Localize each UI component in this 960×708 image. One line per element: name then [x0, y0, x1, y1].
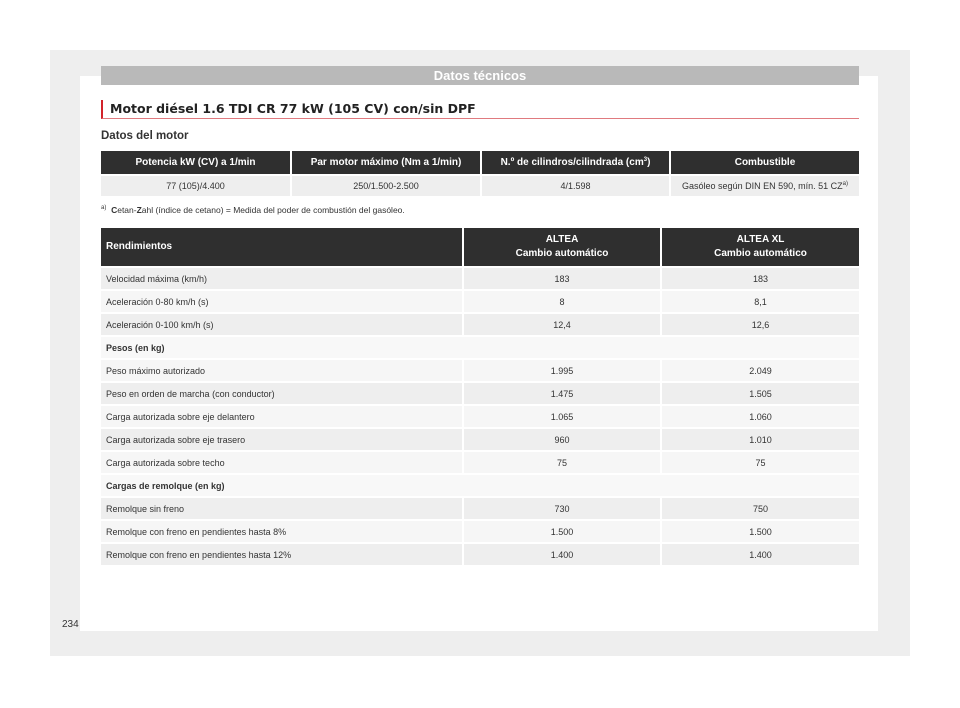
table-row — [101, 382, 859, 405]
cell-altea: 1.500 — [463, 520, 661, 543]
cell-altea: 1.475 — [463, 382, 661, 405]
group-row — [101, 336, 859, 359]
cell-altea-xl: 8,1 — [661, 290, 859, 313]
col-header-cylinders — [481, 151, 670, 175]
row-label: Aceleración 0-100 km/h (s) — [101, 313, 463, 336]
footnote — [101, 205, 405, 215]
cell-altea-xl: 1.010 — [661, 428, 859, 451]
table-row — [101, 175, 859, 196]
row-label: Carga autorizada sobre eje trasero — [101, 428, 463, 451]
footnote-text-rest: ahl (índice de cetano) = Medida del poder de combustión del gasóleo. — [141, 205, 405, 215]
col-header-power: Potencia kW (CV) a 1/min — [101, 151, 291, 175]
footnote-text-etan: etan- — [117, 205, 137, 215]
col-header-altea — [463, 228, 661, 267]
cell-altea: 183 — [463, 267, 661, 290]
cell-altea: 1.065 — [463, 405, 661, 428]
col-header-fuel: Combustible — [670, 151, 859, 175]
table-row — [101, 428, 859, 451]
performance-table-body — [101, 267, 859, 565]
cell-altea-xl: 1.060 — [661, 405, 859, 428]
cell-altea-xl: 1.505 — [661, 382, 859, 405]
cell-cylinders: 4/1.598 — [481, 175, 670, 196]
cell-torque: 250/1.500-2.500 — [291, 175, 481, 196]
footnote-marker: a) — [101, 205, 107, 211]
row-label: Carga autorizada sobre eje delantero — [101, 405, 463, 428]
header-band: Datos técnicos — [101, 66, 859, 85]
cell-altea-xl: 2.049 — [661, 359, 859, 382]
footnote-bold-z: Z — [136, 205, 142, 215]
cell-altea-xl: 183 — [661, 267, 859, 290]
col-header-cylinders-text: N.º de cilindros/cilindrada (cm — [500, 157, 644, 168]
col-header-cylinders-close: ) — [647, 157, 651, 168]
row-label: Aceleración 0-80 km/h (s) — [101, 290, 463, 313]
group-row — [101, 474, 859, 497]
group-label: Cargas de remolque (en kg) — [101, 474, 859, 497]
col-header-performance: Rendimientos — [101, 228, 463, 267]
superscript: 3 — [643, 157, 648, 163]
group-label: Pesos (en kg) — [101, 336, 859, 359]
footnote-bold-c: C — [111, 205, 118, 215]
cell-power: 77 (105)/4.400 — [101, 175, 291, 196]
row-label: Velocidad máxima (km/h) — [101, 267, 463, 290]
table-row — [101, 520, 859, 543]
table-row — [101, 543, 859, 565]
cell-altea: 730 — [463, 497, 661, 520]
engine-data-table — [101, 151, 859, 196]
table-header-row — [101, 228, 859, 267]
table-row — [101, 290, 859, 313]
cell-fuel-text: Gasóleo según DIN EN 590, mín. 51 CZ — [682, 181, 843, 191]
footnote-ref: a) — [842, 181, 848, 187]
subsection-title: Datos del motor — [101, 130, 189, 142]
cell-altea: 1.995 — [463, 359, 661, 382]
cell-altea: 1.400 — [463, 543, 661, 565]
cell-altea-xl: 75 — [661, 451, 859, 474]
col-header-torque: Par motor máximo (Nm a 1/min) — [291, 151, 481, 175]
table-row — [101, 497, 859, 520]
table-row — [101, 405, 859, 428]
row-label: Peso máximo autorizado — [101, 359, 463, 382]
col-header-altea-line2: Cambio automático — [515, 248, 609, 259]
cell-altea: 8 — [463, 290, 661, 313]
row-label: Peso en orden de marcha (con conductor) — [101, 382, 463, 405]
cell-altea-xl: 1.500 — [661, 520, 859, 543]
col-header-altea-line1: ALTEA — [545, 234, 579, 245]
table-row — [101, 451, 859, 474]
row-label: Remolque sin freno — [101, 497, 463, 520]
table-row — [101, 267, 859, 290]
section-title: Motor diésel 1.6 TDI CR 77 kW (105 CV) con/sin DPF — [101, 100, 859, 119]
cell-altea: 75 — [463, 451, 661, 474]
cell-altea: 12,4 — [463, 313, 661, 336]
table-header-row — [101, 151, 859, 175]
cell-altea: 960 — [463, 428, 661, 451]
cell-altea-xl: 750 — [661, 497, 859, 520]
performance-table — [101, 228, 859, 565]
table-row — [101, 359, 859, 382]
cell-altea-xl: 1.400 — [661, 543, 859, 565]
row-label: Remolque con freno en pendientes hasta 8% — [101, 520, 463, 543]
row-label: Remolque con freno en pendientes hasta 12% — [101, 543, 463, 565]
col-header-altea-xl-line1: ALTEA XL — [736, 234, 785, 245]
col-header-altea-xl-line2: Cambio automático — [714, 248, 807, 259]
page-number: 234 — [62, 619, 79, 630]
cell-altea-xl: 12,6 — [661, 313, 859, 336]
col-header-altea-xl — [661, 228, 859, 267]
table-row — [101, 313, 859, 336]
row-label: Carga autorizada sobre techo — [101, 451, 463, 474]
cell-fuel — [670, 175, 859, 196]
